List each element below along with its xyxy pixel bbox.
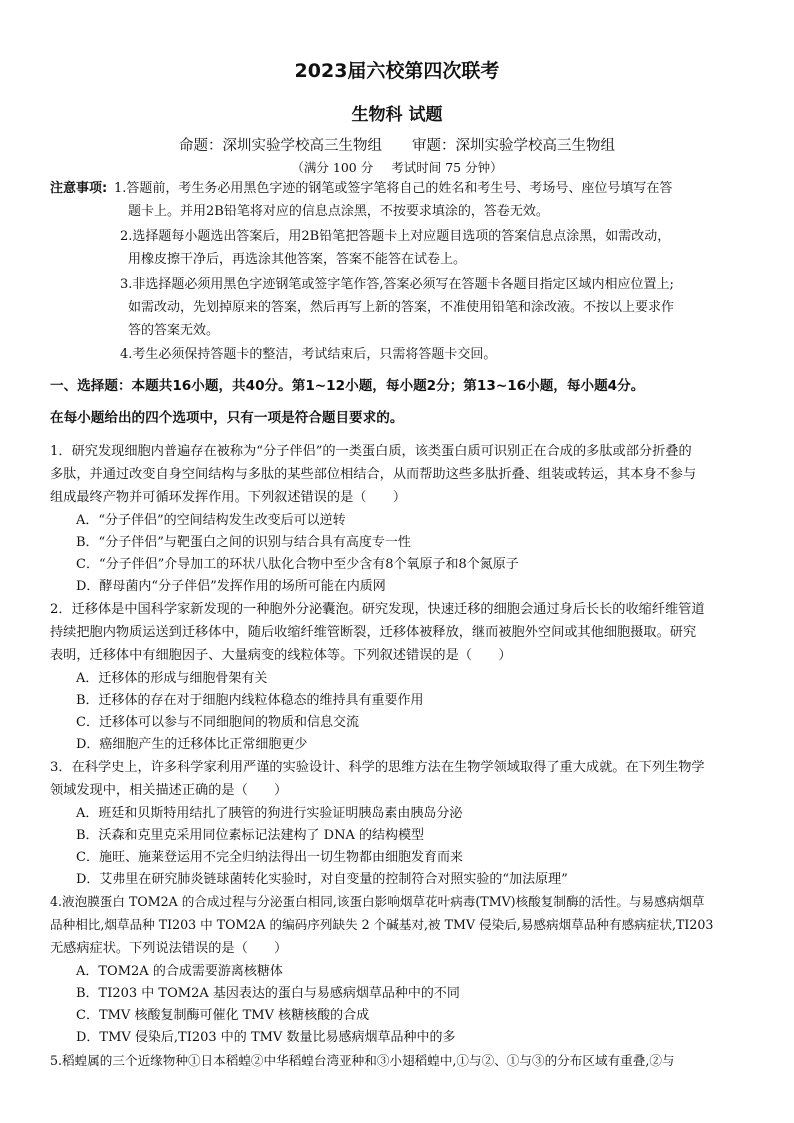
score-text: （满分 100 分: [291, 160, 374, 175]
section-heading: 一、选择题：本题共16小题，共40分。第1~12小题，每小题2分；第13~16小题，每小题4分。: [50, 378, 645, 394]
question-2-line: 表明，迁移体中有细胞因子、大量病变的线粒体等。下列叙述错误的是（ ）: [50, 648, 512, 663]
question-3-line: 3．在科学史上，许多科学家利用严谨的实验设计、科学的思维方法在生物学领域取得了重大成就。在下列生物学: [50, 760, 705, 775]
question-3-option-d: D．艾弗里在研究肺炎链球菌转化实验时，对自变量的控制符合对照实验的“加法原理”: [76, 872, 568, 887]
question-4-line: 品种相比,烟草品种 TI203 中 TOM2A 的编码序列缺失 2 个碱基对,被 TMV 侵染后,易感病烟草品种有感病症状,TI203: [50, 917, 714, 932]
question-3-option-c: C．施旺、施莱登运用不完全归纳法得出一切生物都由细胞发育而来: [76, 850, 463, 865]
question-4-option-b: B．TI203 中 TOM2A 基因表达的蛋白与易感病烟草品种中的不同: [76, 986, 460, 1001]
question-5-line: 5.稻蝗属的三个近缘物种①日本稻蝗②中华稻蝗台湾亚种和③小翅稻蝗中,①与②、①与③的分布区域有重叠,②与: [50, 1053, 675, 1068]
reviewer-text: 审题：深圳实验学校高三生物组: [412, 138, 615, 154]
question-3-line: 领域发现中，相关描述正确的是（ ）: [50, 783, 288, 798]
question-1-option-c: C．“分子伴侣”介导加工的环状八肽化合物中至少含有8个氧原子和8个氮原子: [76, 557, 519, 572]
note-line: 题卡上。并用2B铅笔将对应的信息点涂黑，不按要求填涂的，答卷无效。: [128, 204, 549, 219]
question-3-option-b: B．沃森和克里克采用同位素标记法建构了 DNA 的结构模型: [76, 828, 425, 843]
question-2-option-b: B．迁移体的存在对于细胞内线粒体稳态的维持具有重要作用: [76, 693, 424, 708]
question-1-option-d: D．酵母菌内“分子伴侣”发挥作用的场所可能在内质网: [76, 579, 386, 594]
question-4-line: 4.液泡膜蛋白 TOM2A 的合成过程与分泌蛋白相同,该蛋白影响烟草花叶病毒(TMV)核酸复制酶的活性。与易感病烟草: [50, 894, 705, 909]
section-instruction: 在每小题给出的四个选项中，只有一项是符合题目要求的。: [50, 410, 404, 426]
question-1-option-b: B．“分子伴侣”与靶蛋白之间的识别与结合具有高度专一性: [76, 535, 411, 550]
exam-meta: [0, 158, 794, 176]
note-line: 1.答题前，考生务必用黑色字迹的钢笔或签字笔将自己的姓名和考生号、考场号、座位号填写在答: [114, 181, 673, 196]
question-2-option-c: C．迁移体可以参与不同细胞间的物质和信息交流: [76, 715, 359, 730]
question-3-option-a: A．班廷和贝斯特用结扎了胰管的狗进行实验证明胰岛素由胰岛分泌: [76, 806, 463, 821]
notes-label: 注意事项:: [50, 181, 108, 196]
exam-subject: 生物科 试题: [351, 105, 443, 125]
exam-title: 2023届六校第四次联考: [294, 60, 500, 82]
note-line: 用橡皮擦干净后，再选涂其他答案，答案不能答在试卷上。: [128, 252, 467, 267]
note-line: 答的答案无效。: [128, 323, 220, 338]
question-4-option-a: A．TOM2A 的合成需要游离核糖体: [76, 964, 283, 979]
time-text: 考试时间 75 分钟）: [391, 160, 503, 175]
setter-text: 命题：深圳实验学校高三生物组: [179, 138, 382, 154]
note-line: 3.非选择题必须用黑色字迹钢笔或签字笔作答,答案必须写在答题卡各题目指定区域内相应位置上;: [120, 277, 674, 292]
question-2-option-a: A．迁移体的形成与细胞骨架有关: [76, 671, 268, 686]
question-2-line: 持续把胞内物质运送到迁移体中，随后收缩纤维管断裂，迁移体被释放，继而被胞外空间或其他细胞摄取。研究: [50, 625, 697, 640]
question-2-option-d: D．癌细胞产生的迁移体比正常细胞更少: [76, 737, 308, 752]
question-4-option-d: D．TMV 侵染后,TI203 中的 TMV 数量比易感病烟草品种中的多: [76, 1030, 456, 1045]
question-1-option-a: A．“分子伴侣”的空间结构发生改变后可以逆转: [76, 513, 346, 528]
authors-line: [0, 134, 794, 155]
question-2-line: 2．迁移体是中国科学家新发现的一种胞外分泌囊泡。研究发现，快速迁移的细胞会通过身后长长的收缩纤维管道: [50, 602, 705, 617]
question-1-line: 1．研究发现细胞内普遍存在被称为“分子伴侣”的一类蛋白质，该类蛋白质可识别正在合成的多肽或部分折叠的: [50, 444, 692, 459]
question-1-line: 组成最终产物并可循环发挥作用。下列叙述错误的是（ ）: [50, 490, 407, 505]
note-line: 4.考生必须保持答题卡的整洁，考试结束后，只需将答题卡交回。: [120, 347, 497, 362]
question-1-line: 多肽，并通过改变自身空间结构与多肽的某些部位相结合，从而帮助这些多肽折叠、组装或转运，其本身不参与: [50, 467, 697, 482]
note-line: 2.选择题每小题选出答案后，用2B铅笔把答题卡上对应题目选项的答案信息点涂黑，如需改动，: [120, 229, 671, 244]
note-line: 如需改动，先划掉原来的答案，然后再写上新的答案，不准使用铅笔和涂改液。不按以上要求作: [128, 300, 675, 315]
question-4-option-c: C．TMV 核酸复制酶可催化 TMV 核糖核酸的合成: [76, 1008, 370, 1023]
question-4-line: 无感病症状。下列说法错误的是（ ）: [50, 941, 288, 956]
